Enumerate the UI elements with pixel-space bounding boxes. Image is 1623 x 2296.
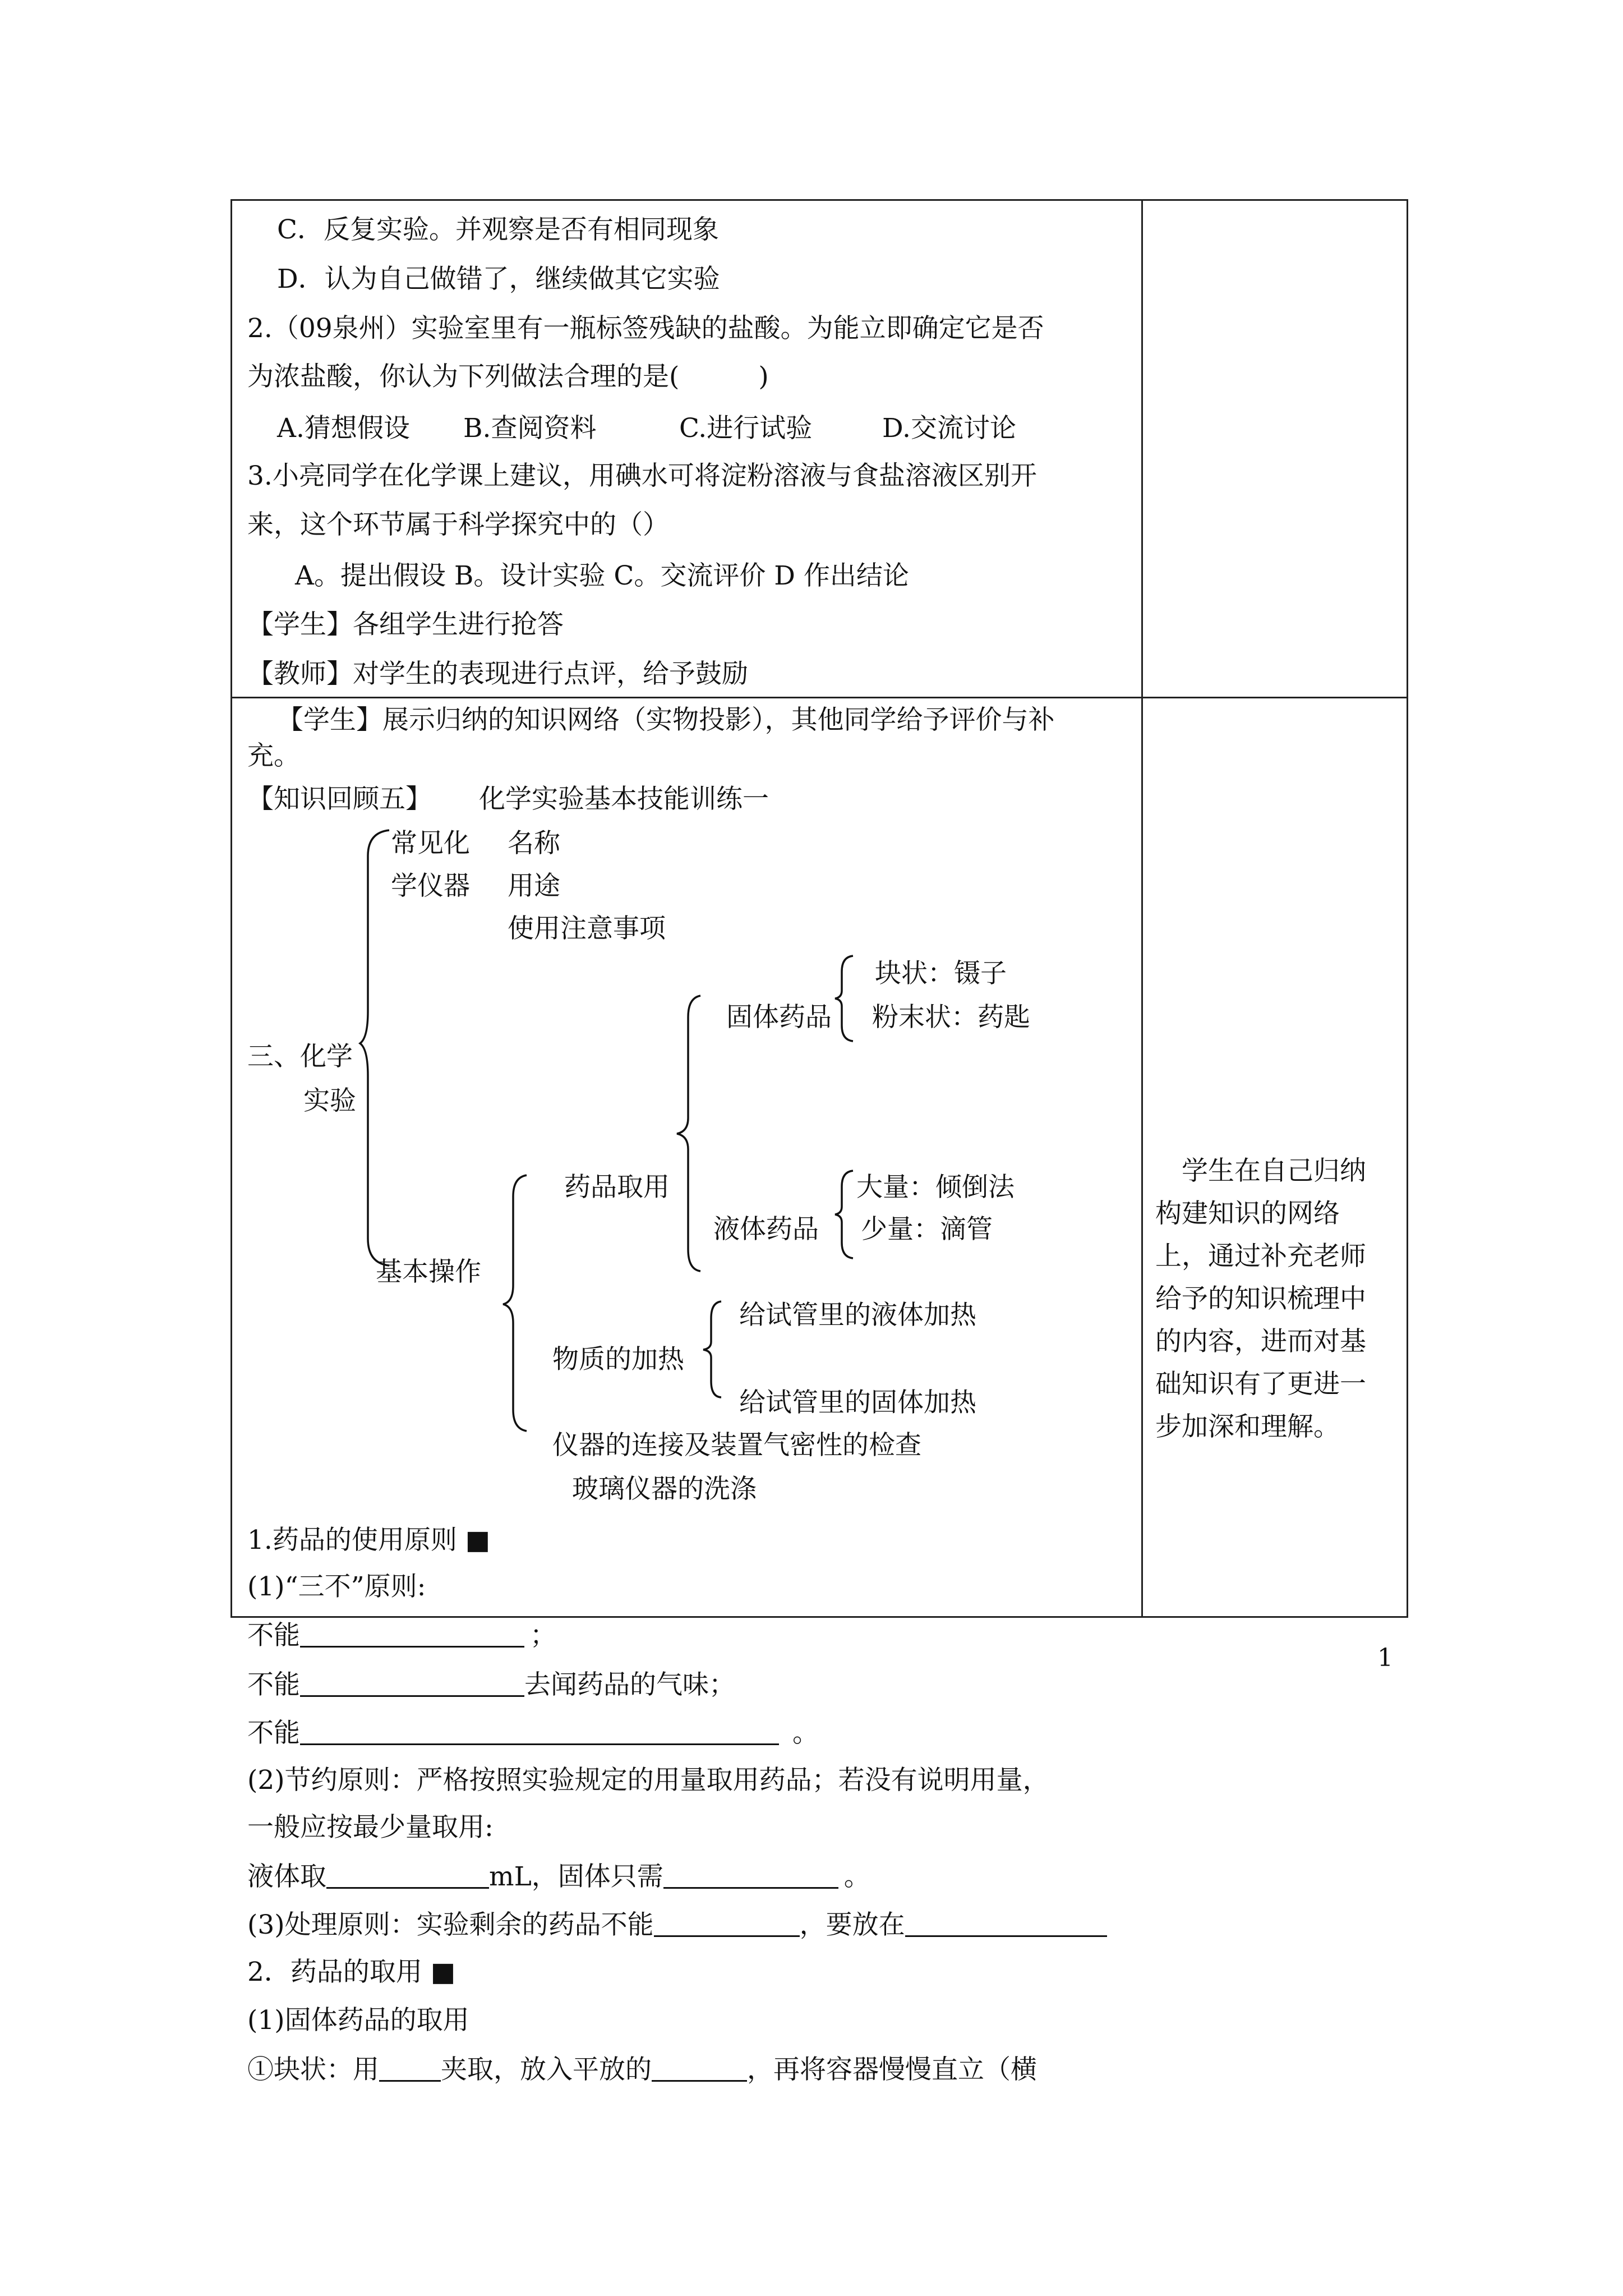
solid-drugs: 固体药品 xyxy=(726,1002,832,1033)
no-can-label: 不能 xyxy=(247,1620,300,1651)
solid-block: 块状：镊子 xyxy=(875,958,1007,989)
smell-tail: 去闻药品的气味； xyxy=(524,1669,735,1700)
liquid-take-label: 液体取 xyxy=(247,1861,326,1892)
solid-drugs-brace xyxy=(834,955,856,1042)
ml-solid-label: mL，固体只需 xyxy=(489,1861,663,1892)
blank-solid-amount[interactable] xyxy=(663,1862,838,1889)
blank-tool[interactable] xyxy=(379,2055,441,2082)
student-show-line-2: 充。 xyxy=(247,740,300,771)
solid-taking-title: (1)固体药品的取用 xyxy=(247,2005,469,2036)
instruments-line-2: 学仪器 xyxy=(391,871,470,901)
blank-line-1 xyxy=(247,1621,556,1649)
question-2-option-a: A.猜想假设 xyxy=(277,413,410,444)
question-3-options: A。提出假设 B。设计实验 C。交流评价 D 作出结论 xyxy=(295,560,909,591)
tree-root-line-1: 三、化学 xyxy=(247,1041,353,1072)
instrument-name: 名称 xyxy=(508,828,560,859)
instrument-notes: 使用注意事项 xyxy=(508,913,666,944)
question-2-option-c: C.进行试验 xyxy=(679,413,813,444)
question-2-line-1: 2.（09泉州）实验室里有一瓶标签残缺的盐酸。为能立即确定它是否 xyxy=(247,313,1044,344)
tree-root-line-2: 实验 xyxy=(303,1085,356,1116)
heating: 物质的加热 xyxy=(552,1344,684,1375)
three-no-principle: (1)“三不”原则: xyxy=(247,1571,426,1602)
liquid-small: 少量：滴管 xyxy=(861,1214,993,1245)
column-divider xyxy=(1141,199,1143,1618)
blank-line-2 xyxy=(247,1671,735,1698)
glassware-washing: 玻璃仪器的洗涤 xyxy=(572,1474,757,1504)
heat-solid: 给试管里的固体加热 xyxy=(739,1387,976,1418)
liquid-drugs: 液体药品 xyxy=(713,1214,819,1245)
liquid-large: 大量：倾倒法 xyxy=(856,1172,1015,1203)
question-2-line-2: 为浓盐酸，你认为下列做法合理的是( ) xyxy=(247,361,769,392)
period: 。 xyxy=(843,1861,870,1892)
principle-1-title: 1.药品的使用原则 ■ xyxy=(247,1525,491,1556)
question-2-option-b: B.查阅资料 xyxy=(463,413,597,444)
blank-disposal-1[interactable] xyxy=(654,1911,800,1937)
question-3-line-2: 来，这个环节属于科学探究中的（） xyxy=(247,509,669,540)
blank-disposal-2[interactable] xyxy=(905,1911,1107,1937)
basic-operations: 基本操作 xyxy=(376,1257,481,1287)
review-tag: 【知识回顾五】 xyxy=(247,784,432,815)
table-top-border xyxy=(230,199,1407,201)
root-brace xyxy=(359,829,393,1267)
period: 。 xyxy=(792,1718,819,1749)
no-can-label: 不能 xyxy=(247,1669,300,1700)
teacher-line: 【教师】对学生的表现进行点评，给予鼓励 xyxy=(247,659,748,689)
instrument-use: 用途 xyxy=(508,871,560,901)
student-line: 【学生】各组学生进行抢答 xyxy=(247,609,564,640)
blank-3[interactable] xyxy=(300,1719,779,1745)
drug-taking-brace xyxy=(676,995,704,1272)
block-tail: ，再将容器慢慢直立（横 xyxy=(747,2054,1037,2085)
saving-principle-line-2: 一般应按最少量取用: xyxy=(247,1812,494,1843)
block-label: ①块状：用 xyxy=(247,2054,379,2085)
semicolon: ； xyxy=(530,1620,556,1651)
disposal-label: (3)处理原则：实验剩余的药品不能 xyxy=(247,1910,654,1940)
liquid-drugs-brace xyxy=(834,1170,856,1259)
heat-liquid: 给试管里的液体加热 xyxy=(739,1300,976,1331)
blank-1[interactable] xyxy=(300,1621,524,1648)
blank-line-3 xyxy=(247,1718,819,1749)
option-d-line: D．认为自己做错了，继续做其它实验 xyxy=(277,264,720,295)
table-bottom-border xyxy=(230,1616,1407,1618)
heating-brace xyxy=(702,1300,725,1398)
solid-powder: 粉末状：药匙 xyxy=(872,1002,1030,1033)
amount-line xyxy=(247,1862,870,1890)
instruments-line-1: 常见化 xyxy=(391,828,470,859)
review-title: 化学实验基本技能训练一 xyxy=(479,784,769,815)
question-2-option-d: D.交流讨论 xyxy=(882,413,1016,444)
blank-2[interactable] xyxy=(300,1671,524,1697)
saving-principle-line-1: (2)节约原则：严格按照实验规定的用量取用药品；若没有说明用量， xyxy=(247,1765,1049,1796)
block-taking-line xyxy=(247,2055,1037,2083)
instrument-connection: 仪器的连接及装置气密性的检查 xyxy=(552,1430,921,1461)
row-divider xyxy=(230,697,1407,698)
no-can-label: 不能 xyxy=(247,1718,300,1749)
disposal-line xyxy=(247,1911,1107,1938)
drug-taking: 药品取用 xyxy=(564,1172,670,1203)
block-mid: 夹取，放入平放的 xyxy=(441,2054,652,2085)
operations-brace xyxy=(502,1174,530,1432)
table-right-border xyxy=(1407,199,1408,1618)
principle-2-title: 2．药品的取用 ■ xyxy=(247,1957,456,1987)
option-c-line: C．反复实验。并观察是否有相同现象 xyxy=(277,214,719,245)
table-left-border xyxy=(230,199,232,1618)
student-show-line-1: 【学生】展示归纳的知识网络（实物投影），其他同学给予评价与补 xyxy=(277,705,1055,735)
disposal-mid: ，要放在 xyxy=(799,1910,905,1940)
blank-container[interactable] xyxy=(652,2055,747,2082)
page-number: 1 xyxy=(1377,1644,1393,1672)
side-note: 学生在自己归纳构建知识的网络上，通过补充老师给予的知识梳理中的内容，进而对基础知识有了更进一步加深和理解。 xyxy=(1155,1156,1366,1442)
blank-liquid-amount[interactable] xyxy=(326,1862,489,1889)
question-3-line-1: 3.小亮同学在化学课上建议，用碘水可将淀粉溶液与食盐溶液区别开 xyxy=(247,461,1037,491)
